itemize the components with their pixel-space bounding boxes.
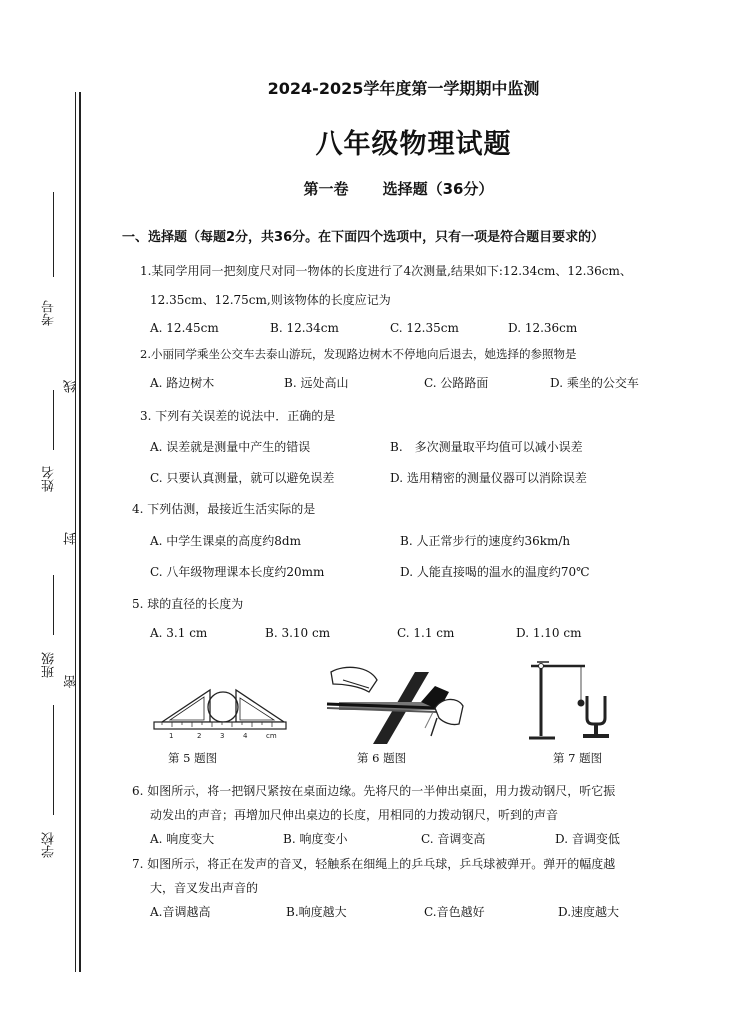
ruler-tick-label: 3 [220, 732, 225, 740]
q1-option-a: A. 12.45cm [150, 321, 219, 335]
q2-option-d: D. 乘坐的公交车 [550, 376, 639, 390]
q7-option-d: D.速度越大 [558, 905, 620, 919]
q7-option-b: B.响度越大 [286, 905, 347, 919]
q3-option-b: B. 多次测量取平均值可以减小误差 [390, 440, 583, 454]
figure-5-ruler-ball [152, 680, 292, 742]
q1-option-b: B. 12.34cm [270, 321, 339, 335]
q1-option-d: D. 12.36cm [508, 321, 578, 335]
name-blank [53, 390, 54, 450]
q4-option-d: D. 人能直接喝的温水的温度约70℃ [400, 565, 590, 579]
question-7-line-1: 7. 如图所示，将正在发声的音叉，轻触系在细绳上的乒乓球，乒乓球被弹开。弹开的幅度越 [132, 857, 616, 871]
q5-option-c: C. 1.1 cm [397, 626, 455, 640]
question-3: 3. 下列有关误差的说法中．正确的是 [140, 409, 336, 423]
figure-7-caption: 第 7 题图 [553, 751, 603, 765]
ruler-unit-label: cm [266, 732, 277, 740]
figure-6-steel-ruler [325, 662, 465, 746]
question-4: 4. 下列估测，最接近生活实际的是 [132, 502, 316, 516]
q1-option-c: C. 12.35cm [390, 321, 459, 335]
question-1-line-1: 1.某同学用同一把刻度尺对同一物体的长度进行了4次测量,结果如下:12.34cm、12.36cm、 [140, 264, 632, 278]
q2-option-a: A. 路边树木 [150, 376, 215, 390]
seal-char-seal: 封 [64, 532, 79, 545]
q2-option-c: C. 公路路面 [424, 376, 489, 390]
exam-number-blank [53, 192, 54, 277]
q2-option-b: B. 远处高山 [284, 376, 349, 390]
q4-option-a: A. 中学生课桌的高度约8dm [150, 534, 301, 548]
q4-option-c: C. 八年级物理课本长度约20mm [150, 565, 325, 579]
class-blank [53, 575, 54, 635]
figure-5-caption: 第 5 题图 [168, 751, 218, 765]
q5-option-d: D. 1.10 cm [516, 626, 582, 640]
q4-option-b: B. 人正常步行的速度约36km/h [400, 534, 571, 548]
q6-option-d: D. 音调变低 [555, 832, 620, 846]
school-label: 学校 [42, 832, 57, 858]
q3-option-c: C. 只要认真测量，就可以避免误差 [150, 471, 335, 485]
section-heading: 一、选择题（每题2分，共36分。在下面四个选项中，只有一项是符合题目要求的） [122, 230, 605, 245]
q3-option-d: D. 选用精密的测量仪器可以消除误差 [390, 471, 587, 485]
part-label: 第一卷 [303, 180, 349, 198]
exam-number-label: 考号 [42, 300, 57, 326]
part-name: 选择题（36分） [382, 180, 494, 198]
school-blank [53, 705, 54, 815]
question-6-line-1: 6. 如图所示，将一把钢尺紧按在桌面边缘。先将尺的一半伸出桌面，用力拨动钢尺，听它振 [132, 784, 616, 798]
q5-option-b: B. 3.10 cm [265, 626, 331, 640]
q6-option-c: C. 音调变高 [421, 832, 486, 846]
part-title [0, 178, 737, 199]
ruler-tick-label: 1 [169, 732, 174, 740]
q6-option-b: B. 响度变小 [283, 832, 348, 846]
q7-option-c: C.音色越好 [424, 905, 485, 919]
subject-title: 八年级物理试题 [315, 129, 512, 160]
figure-6-caption: 第 6 题图 [357, 751, 407, 765]
q5-option-a: A. 3.1 cm [150, 626, 208, 640]
q7-option-a: A.音调越高 [150, 905, 211, 919]
seal-char-secret: 密 [64, 675, 79, 688]
question-6-line-2: 动发出的声音；再增加尺伸出桌边的长度，用相同的力拨动钢尺，听到的声音 [150, 808, 559, 822]
ruler-tick-label: 2 [197, 732, 202, 740]
q6-option-a: A. 响度变大 [150, 832, 215, 846]
seal-char-line: 线 [64, 380, 79, 393]
ruler-tick-label: 4 [243, 732, 248, 740]
question-5: 5. 球的直径的长度为 [132, 597, 244, 611]
question-1-line-2: 12.35cm、12.75cm,则该物体的长度应记为 [150, 293, 391, 307]
exam-title: 2024-2025学年度第一学期期中监测 [267, 79, 540, 98]
figure-7-tuning-fork [525, 658, 615, 748]
question-2: 2.小丽同学乘坐公交车去泰山游玩，发现路边树木不停地向后退去，她选择的参照物是 [140, 347, 577, 361]
class-label: 班级 [42, 652, 57, 678]
question-7-line-2: 大，音叉发出声音的 [150, 881, 259, 895]
name-label: 姓名 [42, 466, 57, 492]
q3-option-a: A. 误差就是测量中产生的错误 [150, 440, 311, 454]
